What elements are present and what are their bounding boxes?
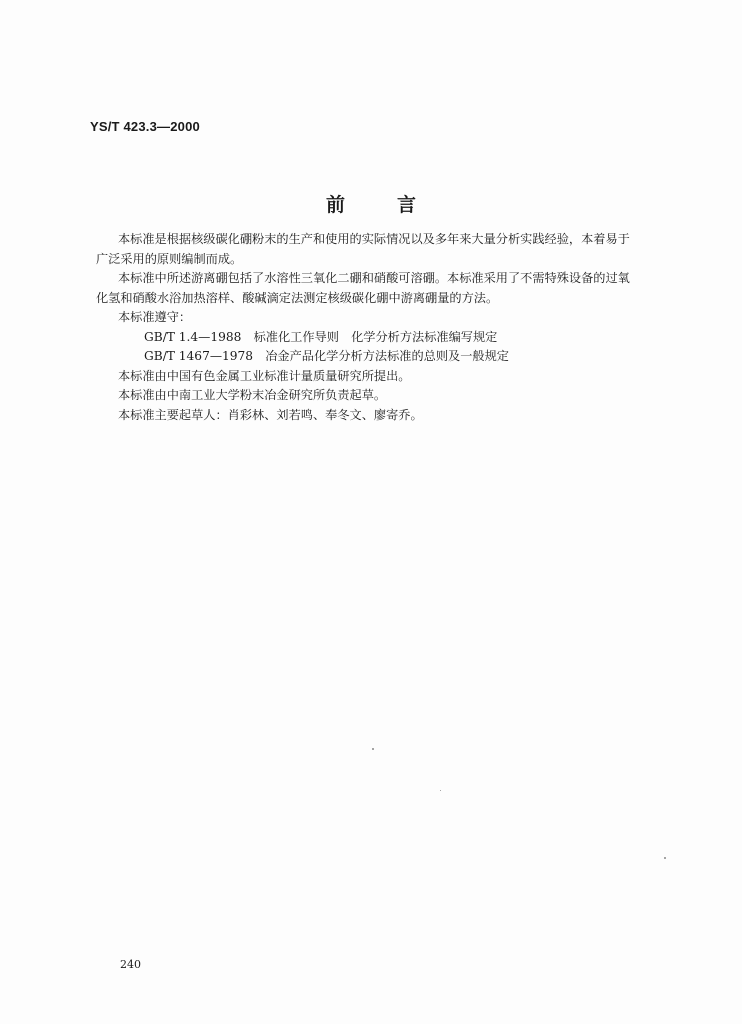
scan-speck xyxy=(664,857,666,859)
title-char-left: 前 xyxy=(325,194,345,216)
paragraph-line: 本标准由中国有色金属工业标准计量质量研究所提出。 xyxy=(118,368,411,383)
paragraph-line: 广泛采用的原则编制而成。 xyxy=(96,251,243,266)
paragraph-line: 本标准是根据核级碳化硼粉末的生产和使用的实际情况以及多年来大量分析实践经验，本着易于 xyxy=(118,232,630,246)
title-char-right: 言 xyxy=(397,194,417,216)
page-number: 240 xyxy=(120,958,141,971)
paragraph-line: 化氢和硝酸水浴加热溶样、酸碱滴定法测定核级碳化硼中游离硼量的方法。 xyxy=(96,290,499,305)
scan-speck xyxy=(440,790,441,791)
paragraph-line: 本标准遵守： xyxy=(118,310,192,324)
page-title xyxy=(0,190,742,217)
reference-standard-line: GB/T 1.4—1988 标准化工作导则 化学分析方法标准编写规定 xyxy=(144,329,498,344)
standard-code: YS/T 423.3—2000 xyxy=(90,119,200,134)
reference-standard-line: GB/T 1467—1978 冶金产品化学分析方法标准的总则及一般规定 xyxy=(144,349,509,363)
paragraph-line: 本标准中所述游离硼包括了水溶性三氧化二硼和硝酸可溶硼。本标准采用了不需特殊设备的过氧 xyxy=(118,271,630,285)
preface-body xyxy=(96,230,656,425)
paragraph-line: 本标准主要起草人：肖彩林、刘若鸣、奉冬文、廖寄乔。 xyxy=(118,407,423,422)
scan-speck xyxy=(372,748,374,750)
paragraph-line: 本标准由中南工业大学粉末冶金研究所负责起草。 xyxy=(118,388,387,402)
